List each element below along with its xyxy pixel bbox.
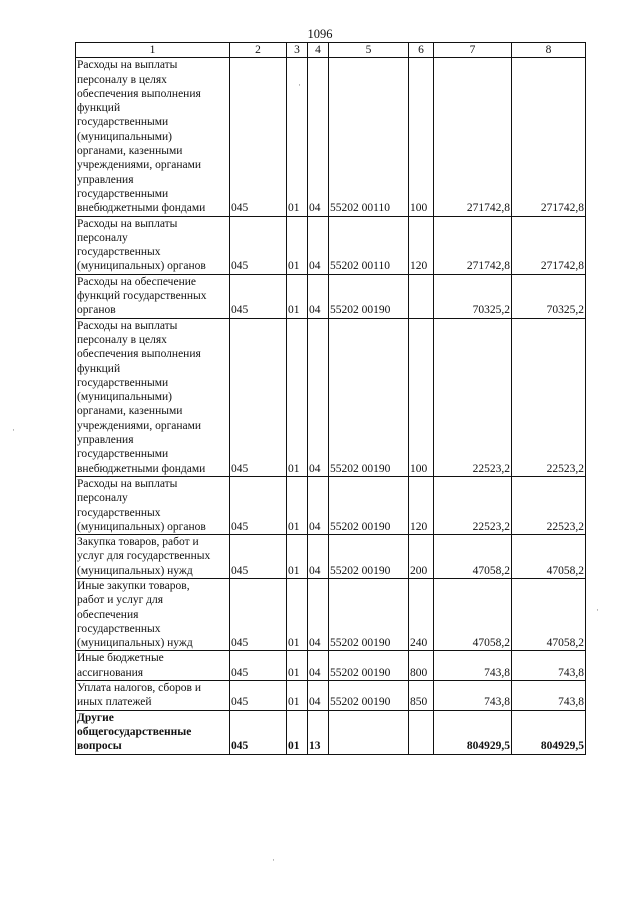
cell-target-article: 55202 00190 [329,274,409,318]
cell-expense-type: 850 [409,681,434,711]
cell-expense-type [409,274,434,318]
scan-mark: · [12,425,15,435]
cell-subsection: 04 [308,58,329,216]
cell-amount-2: 22523,2 [512,318,586,476]
cell-name: Другие общегосударственные вопросы [76,710,230,754]
cell-amount-2: 47058,2 [512,535,586,579]
column-header: 7 [434,43,512,58]
cell-amount-1: 804929,5 [434,710,512,754]
cell-expense-type [409,710,434,754]
cell-section: 01 [287,216,308,274]
cell-ministry-code: 045 [230,318,287,476]
cell-amount-2: 271742,8 [512,58,586,216]
cell-target-article [329,710,409,754]
cell-amount-1: 271742,8 [434,216,512,274]
cell-name: Иные бюджетные ассигнования [76,651,230,681]
cell-amount-2: 743,8 [512,651,586,681]
cell-section: 01 [287,651,308,681]
cell-expense-type: 100 [409,58,434,216]
cell-expense-type: 120 [409,476,434,534]
table-row [76,681,586,711]
cell-expense-type: 240 [409,578,434,650]
cell-section: 01 [287,535,308,579]
table-row [76,216,586,274]
cell-name: Расходы на выплаты персоналу государственных (муниципальных) органов [76,216,230,274]
table-row [76,535,586,579]
cell-amount-1: 22523,2 [434,318,512,476]
cell-amount-2: 271742,8 [512,216,586,274]
cell-name: Закупка товаров, работ и услуг для государственных (муниципальных) нужд [76,535,230,579]
cell-amount-2: 47058,2 [512,578,586,650]
cell-ministry-code: 045 [230,578,287,650]
cell-target-article: 55202 00190 [329,476,409,534]
cell-name: Иные закупки товаров, работ и услуг для обеспечения государственных (муниципальных) нужд [76,578,230,650]
cell-expense-type: 800 [409,651,434,681]
cell-amount-1: 271742,8 [434,58,512,216]
cell-amount-1: 22523,2 [434,476,512,534]
cell-ministry-code: 045 [230,476,287,534]
cell-ministry-code: 045 [230,651,287,681]
cell-ministry-code: 045 [230,681,287,711]
cell-amount-1: 70325,2 [434,274,512,318]
cell-section: 01 [287,681,308,711]
column-header: 2 [230,43,287,58]
cell-target-article: 55202 00190 [329,535,409,579]
cell-amount-2: 22523,2 [512,476,586,534]
column-header: 3 [287,43,308,58]
scan-mark: · [272,855,275,865]
table-row [76,58,586,216]
table-row [76,274,586,318]
table-row [76,651,586,681]
cell-ministry-code: 045 [230,710,287,754]
cell-name: Расходы на выплаты персоналу в целях обеспечения выполнения функций государственными (муниципальными) органами, казенными учреждениями, органами управления государственными внебюджетными фондами [76,58,230,216]
cell-target-article: 55202 00110 [329,58,409,216]
cell-name: Расходы на обеспечение функций государственных органов [76,274,230,318]
cell-section: 01 [287,710,308,754]
column-header: 4 [308,43,329,58]
cell-subsection: 04 [308,274,329,318]
cell-section: 01 [287,476,308,534]
table-row [76,710,586,754]
column-header: 8 [512,43,586,58]
table-row [76,318,586,476]
scan-mark: · [298,80,301,90]
cell-expense-type: 100 [409,318,434,476]
table-row [76,476,586,534]
table-row [76,578,586,650]
cell-subsection: 04 [308,216,329,274]
cell-target-article: 55202 00190 [329,681,409,711]
cell-name: Уплата налогов, сборов и иных платежей [76,681,230,711]
cell-section: 01 [287,578,308,650]
cell-section: 01 [287,58,308,216]
cell-target-article: 55202 00190 [329,578,409,650]
cell-subsection: 04 [308,318,329,476]
cell-name: Расходы на выплаты персоналу в целях обеспечения выполнения функций государственными (муниципальными) органами, казенными учреждениями, органами управления государственными внебюджетными фондами [76,318,230,476]
cell-ministry-code: 045 [230,274,287,318]
cell-subsection: 04 [308,476,329,534]
cell-section: 01 [287,318,308,476]
cell-subsection: 04 [308,681,329,711]
cell-amount-2: 743,8 [512,681,586,711]
cell-amount-1: 47058,2 [434,578,512,650]
cell-amount-1: 47058,2 [434,535,512,579]
cell-amount-2: 70325,2 [512,274,586,318]
cell-subsection: 04 [308,651,329,681]
cell-amount-2: 804929,5 [512,710,586,754]
column-header: 6 [409,43,434,58]
table-header-row [76,43,586,58]
cell-ministry-code: 045 [230,535,287,579]
cell-amount-1: 743,8 [434,651,512,681]
column-header: 1 [76,43,230,58]
cell-ministry-code: 045 [230,216,287,274]
cell-section: 01 [287,274,308,318]
cell-amount-1: 743,8 [434,681,512,711]
cell-subsection: 04 [308,535,329,579]
cell-name: Расходы на выплаты персоналу государственных (муниципальных) органов [76,476,230,534]
cell-subsection: 13 [308,710,329,754]
budget-table [75,42,586,755]
cell-expense-type: 200 [409,535,434,579]
cell-ministry-code: 045 [230,58,287,216]
page-number: 1096 [307,27,333,41]
cell-subsection: 04 [308,578,329,650]
scan-mark: · [596,605,599,615]
cell-target-article: 55202 00190 [329,318,409,476]
cell-target-article: 55202 00190 [329,651,409,681]
cell-target-article: 55202 00110 [329,216,409,274]
column-header: 5 [329,43,409,58]
cell-expense-type: 120 [409,216,434,274]
